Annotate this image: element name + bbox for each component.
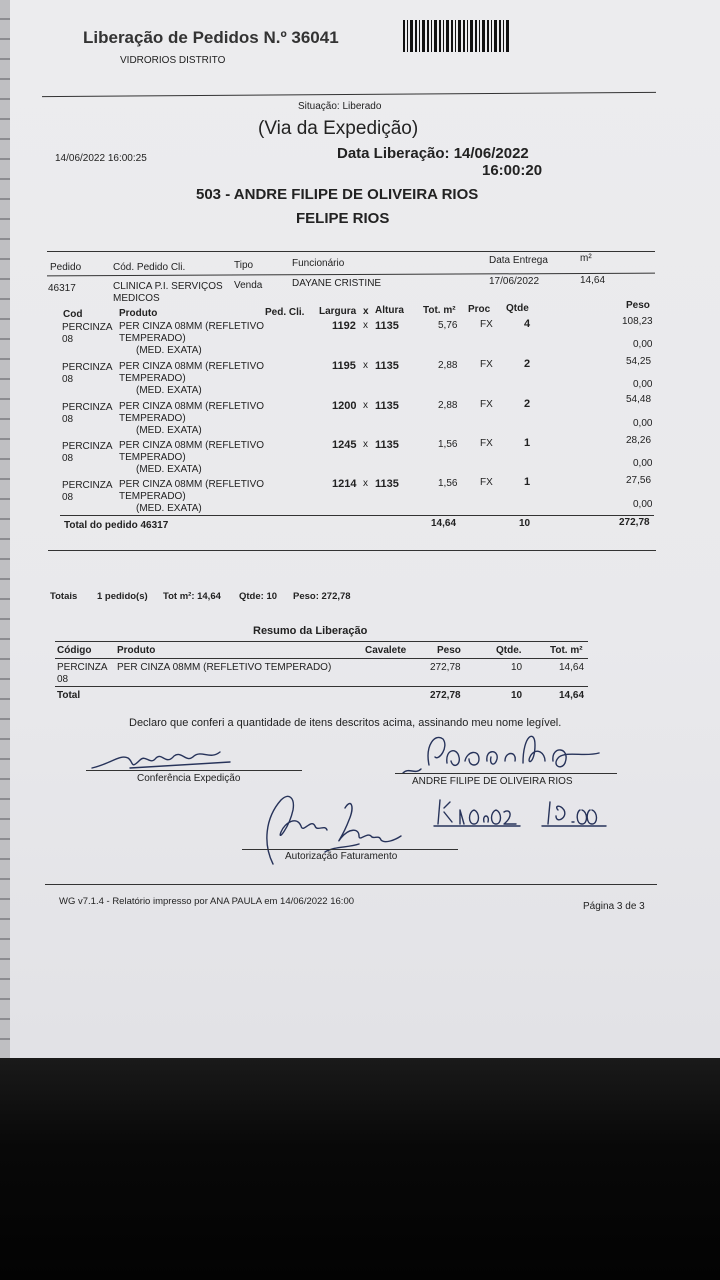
item-total-m2: 5,76 (438, 320, 458, 331)
item-qty: 2 (524, 358, 531, 370)
client-signature-name: ANDRE FILIPE DE OLIVEIRA RIOS (412, 776, 573, 787)
col-ped-cli: Ped. Cli. (265, 307, 305, 318)
item-weight: 108,23 (622, 316, 653, 327)
item-product: (MED. EXATA) (136, 385, 202, 396)
via-label: (Via da Expedição) (258, 118, 419, 139)
item-code: PERCINZA (62, 362, 113, 373)
item-code: 08 (62, 414, 74, 425)
totals-m2: Tot m²: 14,64 (163, 591, 221, 602)
col-funcionario: Funcionário (292, 258, 345, 269)
client-alias: FELIPE RIOS (296, 210, 390, 227)
divider (42, 92, 656, 97)
signature-line (242, 849, 458, 850)
client-name: 503 - ANDRE FILIPE DE OLIVEIRA RIOS (196, 186, 479, 203)
conferencia-label: Conferência Expedição (137, 773, 241, 784)
paper-stack-edge (0, 0, 10, 1058)
item-height: 1135 (375, 320, 399, 332)
order-total-m2: 14,64 (431, 518, 457, 529)
print-datetime: 14/06/2022 16:00:25 (55, 153, 147, 164)
item-width: 1192 (332, 320, 356, 332)
item-product: (MED. EXATA) (136, 464, 202, 475)
summary-total-weight: 272,78 (430, 690, 461, 701)
col-x: x (363, 306, 369, 317)
summary-col-peso: Peso (437, 645, 461, 656)
table-row (10, 435, 720, 479)
table-row (10, 356, 720, 400)
item-qty: 2 (524, 398, 531, 410)
item-weight-extra: 0,00 (633, 418, 653, 429)
item-weight-extra: 0,00 (633, 339, 653, 350)
item-x: x (363, 400, 368, 411)
col-pedido: Pedido (50, 262, 82, 273)
item-x: x (363, 320, 368, 331)
table-surface (0, 1058, 720, 1280)
item-product: PER CINZA 08MM (REFLETIVO (119, 479, 265, 490)
col-tipo: Tipo (234, 260, 254, 271)
summary-product: PER CINZA 08MM (REFLETIVO TEMPERADO) (117, 662, 332, 673)
item-proc: FX (480, 359, 493, 370)
item-x: x (363, 478, 368, 489)
order-number: 46317 (48, 283, 76, 294)
item-proc: FX (480, 399, 493, 410)
order-client: CLINICA P.I. SERVIÇOS (113, 281, 223, 292)
table-row (10, 316, 720, 360)
item-width: 1214 (332, 478, 357, 490)
summary-col-qtde: Qtde. (496, 645, 522, 656)
col-tot-m2: Tot. m² (423, 305, 456, 316)
item-product: TEMPERADO) (119, 491, 186, 502)
col-proc: Proc (468, 304, 491, 315)
item-weight-extra: 0,00 (633, 458, 653, 469)
item-total-m2: 2,88 (438, 400, 458, 411)
item-product: (MED. EXATA) (136, 345, 202, 356)
item-height: 1135 (375, 439, 399, 451)
item-code: PERCINZA (62, 480, 113, 491)
col-qtde: Qtde (506, 303, 529, 314)
order-total-qty: 10 (519, 518, 531, 529)
table-row (10, 475, 720, 518)
item-code: PERCINZA (62, 441, 113, 452)
col-cod: Cod (63, 309, 83, 320)
summary-code: PERCINZA (57, 662, 108, 673)
item-code: 08 (62, 453, 74, 464)
situation-label: Situação: Liberado (298, 101, 382, 112)
summary-col-codigo: Código (57, 645, 92, 656)
col-cod-pedido-cli: Cód. Pedido Cli. (113, 262, 186, 273)
order-employee: DAYANE CRISTINE (292, 278, 382, 289)
item-product: (MED. EXATA) (136, 503, 202, 514)
order-m2: 14,64 (580, 275, 606, 286)
divider (47, 273, 655, 277)
summary-col-produto: Produto (117, 645, 156, 656)
item-qty: 1 (524, 437, 531, 449)
summary-col-cavalete: Cavalete (365, 645, 407, 656)
item-proc: FX (480, 438, 493, 449)
summary-total-label: Total (57, 690, 81, 701)
release-date: Data Liberação: 14/06/2022 (337, 145, 529, 162)
item-weight: 28,26 (626, 435, 652, 446)
item-width: 1245 (332, 439, 357, 451)
item-product: PER CINZA 08MM (REFLETIVO (119, 321, 265, 332)
item-x: x (363, 439, 368, 450)
handwritten-date (430, 796, 610, 828)
item-weight-extra: 0,00 (633, 499, 653, 510)
item-product: TEMPERADO) (119, 413, 186, 424)
divider (48, 550, 656, 551)
signature-line (395, 773, 617, 774)
item-qty: 1 (524, 476, 531, 488)
item-weight-extra: 0,00 (633, 379, 653, 390)
divider (55, 658, 588, 659)
item-proc: FX (480, 319, 493, 330)
item-height: 1135 (375, 400, 399, 412)
order-type: Venda (234, 280, 263, 291)
order-delivery-date: 17/06/2022 (489, 276, 540, 287)
summary-m2: 14,64 (559, 662, 585, 673)
company-name: VIDRORIOS DISTRITO (120, 55, 226, 66)
item-width: 1195 (332, 360, 356, 372)
item-total-m2: 1,56 (438, 478, 458, 489)
totals-qty: Qtde: 10 (239, 591, 278, 602)
document-title: Liberação de Pedidos N.º 36041 (83, 28, 339, 47)
order-total-label: Total do pedido 46317 (64, 520, 169, 531)
col-produto: Produto (119, 308, 158, 319)
item-weight: 27,56 (626, 475, 652, 486)
footer-print-info: WG v7.1.4 - Relatório impresso por ANA PAULA em 14/06/2022 16:00 (59, 896, 355, 907)
barcode (403, 20, 511, 52)
summary-total-qty: 10 (511, 690, 523, 701)
totals-orders: 1 pedido(s) (97, 591, 148, 602)
item-total-m2: 2,88 (438, 360, 458, 371)
autorizacao-label: Autorização Faturamento (285, 851, 398, 862)
item-product: TEMPERADO) (119, 333, 186, 344)
item-code: 08 (62, 334, 74, 345)
order-client: MEDICOS (113, 293, 160, 304)
item-product: PER CINZA 08MM (REFLETIVO (119, 361, 265, 372)
col-largura: Largura (319, 306, 357, 317)
item-code: 08 (62, 374, 74, 385)
divider (45, 884, 657, 885)
col-peso: Peso (626, 300, 650, 311)
summary-weight: 272,78 (430, 662, 461, 673)
order-total-weight: 272,78 (619, 517, 650, 528)
item-product: PER CINZA 08MM (REFLETIVO (119, 440, 265, 451)
signature-line (86, 770, 302, 771)
item-product: TEMPERADO) (119, 373, 186, 384)
document-page (10, 0, 720, 1058)
summary-code: 08 (57, 674, 69, 685)
col-altura: Altura (375, 305, 404, 316)
item-code: PERCINZA (62, 402, 113, 413)
summary-total-m2: 14,64 (559, 690, 585, 701)
col-m2: m² (580, 253, 592, 264)
table-row (10, 394, 720, 440)
totals-weight: Peso: 272,78 (293, 591, 351, 602)
totals-label: Totais (50, 591, 78, 602)
client-signature (395, 725, 605, 780)
summary-qty: 10 (511, 662, 523, 673)
item-weight: 54,48 (626, 394, 652, 405)
item-code: PERCINZA (62, 322, 113, 333)
summary-col-tot: Tot. m² (550, 645, 583, 656)
item-total-m2: 1,56 (438, 439, 458, 450)
divider (55, 641, 588, 642)
item-code: 08 (62, 492, 74, 503)
divider (55, 686, 588, 687)
item-width: 1200 (332, 400, 357, 412)
item-product: (MED. EXATA) (136, 425, 202, 436)
col-data-entrega: Data Entrega (489, 255, 548, 266)
item-product: TEMPERADO) (119, 452, 186, 463)
footer-page-number: Página 3 de 3 (583, 901, 645, 912)
divider (60, 515, 654, 516)
item-product: PER CINZA 08MM (REFLETIVO (119, 401, 265, 412)
item-x: x (363, 360, 368, 371)
item-weight: 54,25 (626, 356, 652, 367)
summary-title: Resumo da Liberação (253, 625, 368, 637)
item-qty: 4 (524, 318, 531, 330)
declaration-text: Declaro que conferi a quantidade de itens descritos acima, assinando meu nome legível. (129, 717, 562, 729)
divider (47, 251, 655, 252)
item-height: 1135 (375, 360, 399, 372)
release-time: 16:00:20 (482, 162, 543, 179)
item-proc: FX (480, 477, 493, 488)
item-height: 1135 (375, 478, 399, 490)
